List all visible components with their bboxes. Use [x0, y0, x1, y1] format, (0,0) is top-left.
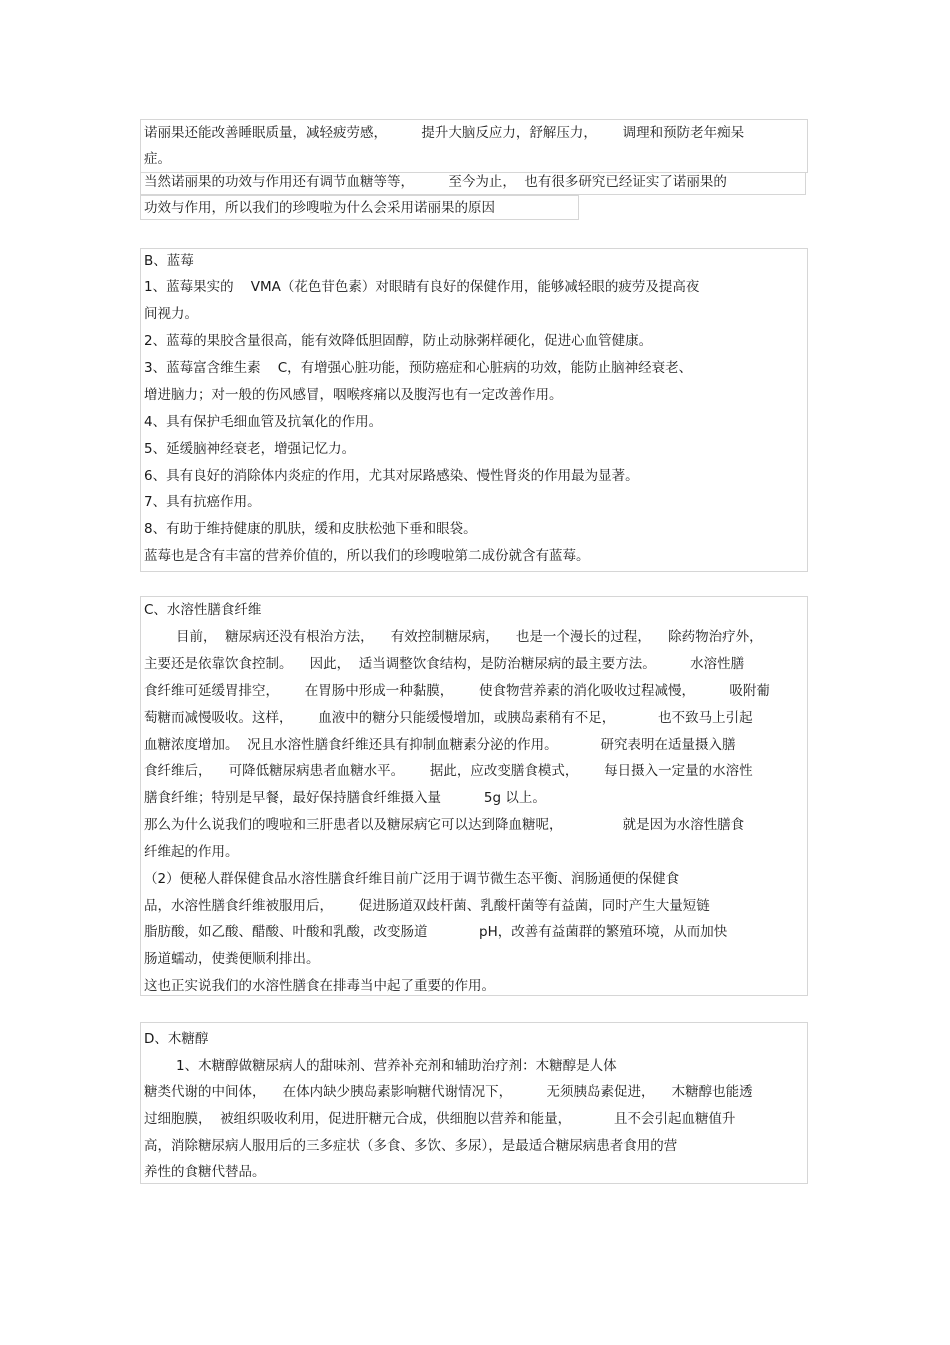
intro-line: 诺丽果还能改善睡眠质量，减轻疲劳感， 提升大脑反应力，舒解压力， 调理和预防老年痴呆: [144, 125, 745, 141]
section-b-line: 2、蓝莓的果胶含量很高，能有效降低胆固醇，防止动脉粥样硬化，促进心血管健康。: [144, 333, 653, 349]
section-d-line: 糖类代谢的中间体， 在体内缺少胰岛素影响糖代谢情况下， 无须胰岛素促进， 木糖醇也能透: [144, 1084, 753, 1100]
section-c-line: 纤维起的作用。: [144, 844, 239, 860]
section-b-line: 3、蓝莓富含维生素 C，有增强心脏功能，预防癌症和心脏病的功效，能防止脑神经衰老、: [144, 360, 693, 376]
section-c-line: 食纤维可延缓胃排空， 在胃肠中形成一种黏膜， 使食物营养素的消化吸收过程减慢， 吸附葡: [144, 683, 770, 699]
section-b-line: 7、具有抗癌作用。: [144, 494, 261, 510]
section-d-line: 1、木糖醇做糖尿病人的甜味剂、营养补充剂和辅助治疗剂：木糖醇是人体: [176, 1058, 617, 1074]
section-b-heading: B、蓝莓: [144, 253, 194, 269]
intro-line: 功效与作用，所以我们的珍嗖啦为什么会采用诺丽果的原因: [144, 200, 495, 216]
section-c-line: （2）便秘人群保健食品水溶性膳食纤维目前广泛用于调节微生态平衡、润肠通便的保健食: [144, 871, 680, 887]
section-d-heading: D、木糖醇: [144, 1031, 209, 1047]
section-c-line: 品，水溶性膳食纤维被服用后， 促进肠道双歧杆菌、乳酸杆菌等有益菌，同时产生大量短链: [144, 898, 710, 914]
section-b-line: 6、具有良好的消除体内炎症的作用，尤其对尿路感染、慢性肾炎的作用最为显著。: [144, 468, 639, 484]
section-c-line: 脂肪酸，如乙酸、醋酸、叶酸和乳酸，改变肠道 pH，改善有益菌群的繁殖环境，从而加快: [144, 924, 728, 940]
section-c-line: 食纤维后， 可降低糖尿病患者血糖水平。 据此，应改变膳食模式， 每日摄入一定量的水溶性: [144, 763, 753, 779]
section-d-line: 养性的食糖代替品。: [144, 1164, 266, 1180]
frame-section-d: [140, 1022, 808, 1184]
intro-line: 症。: [144, 151, 171, 167]
section-c-line: 血糖浓度增加。 况且水溶性膳食纤维还具有抑制血糖素分泌的作用。 研究表明在适量摄入膳: [144, 737, 736, 753]
section-c-line: 肠道蠕动，使粪便顺利排出。: [144, 951, 320, 967]
section-b-line: 5、延缓脑神经衰老，增强记忆力。: [144, 441, 356, 457]
section-b-line: 1、蓝莓果实的 VMA（花色苷色素）对眼睛有良好的保健作用，能够减轻眼的疲劳及提高夜: [144, 279, 700, 295]
section-c-line: 膳食纤维；特别是早餐，最好保持膳食纤维摄入量 5g 以上。: [144, 790, 546, 806]
section-b-line: 蓝莓也是含有丰富的营养价值的，所以我们的珍嗖啦第二成份就含有蓝莓。: [144, 548, 590, 564]
section-b-line: 增进脑力；对一般的伤风感冒，咽喉疼痛以及腹泻也有一定改善作用。: [144, 387, 563, 403]
section-d-line: 过细胞膜， 被组织吸收利用，促进肝糖元合成，供细胞以营养和能量， 且不会引起血糖值升: [144, 1111, 736, 1127]
section-c-line: 主要还是依靠饮食控制。 因此， 适当调整饮食结构，是防治糖尿病的最主要方法。 水溶性膳: [144, 656, 745, 672]
section-c-heading: C、水溶性膳食纤维: [144, 602, 262, 618]
section-c-line: 这也正实说我们的水溶性膳食在排毒当中起了重要的作用。: [144, 978, 495, 994]
section-c-line: 萄糖而减慢吸收。这样， 血液中的糖分只能缓慢增加，或胰岛素稍有不足， 也不致马上引起: [144, 710, 753, 726]
section-c-line: 那么为什么说我们的嗖啦和三肝患者以及糖尿病它可以达到降血糖呢， 就是因为水溶性膳食: [144, 817, 745, 833]
section-c-line: 目前， 糖尿病还没有根治方法， 有效控制糖尿病， 也是一个漫长的过程， 除药物治疗外，: [176, 629, 763, 645]
section-d-line: 高，消除糖尿病人服用后的三多症状（多食、多饮、多尿），是最适合糖尿病患者食用的营: [144, 1138, 678, 1154]
section-b-line: 间视力。: [144, 306, 198, 322]
intro-line: 当然诺丽果的功效与作用还有调节血糖等等， 至今为止， 也有很多研究已经证实了诺丽果的: [144, 174, 727, 190]
section-b-line: 8、有助于维持健康的肌肤，缓和皮肤松弛下垂和眼袋。: [144, 521, 477, 537]
section-b-line: 4、具有保护毛细血管及抗氧化的作用。: [144, 414, 383, 430]
